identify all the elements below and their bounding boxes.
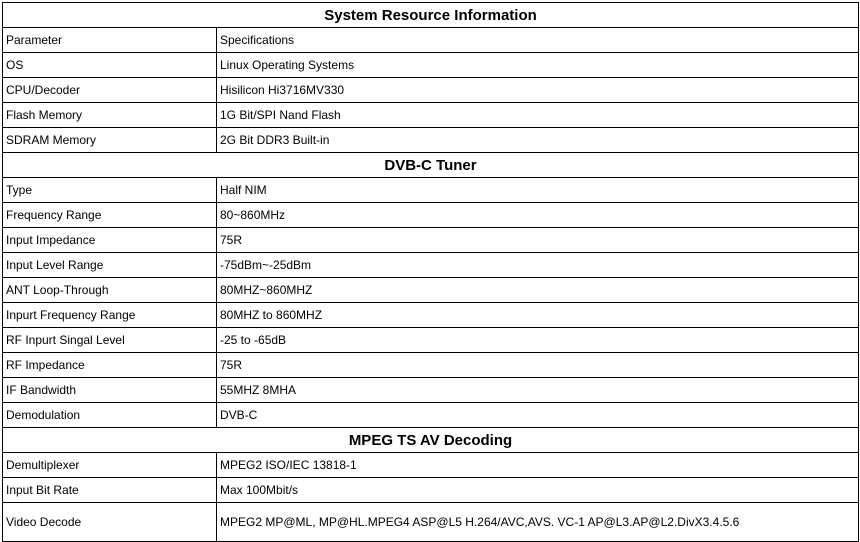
row-value: MPEG2 MP@ML, MP@HL.MPEG4 ASP@L5 H.264/AVC,AVS. VC-1 AP@L3.AP@L2.DivX3.4.5.6 bbox=[217, 503, 859, 542]
row-value: DVB-C bbox=[217, 403, 859, 428]
row-label: Input Impedance bbox=[3, 228, 217, 253]
table-row bbox=[3, 303, 859, 328]
spec-table bbox=[2, 2, 859, 542]
row-value: Specifications bbox=[217, 28, 859, 53]
row-value: MPEG2 ISO/IEC 13818-1 bbox=[217, 453, 859, 478]
table-row bbox=[3, 103, 859, 128]
section-header-row bbox=[3, 153, 859, 178]
row-value: 75R bbox=[217, 353, 859, 378]
row-label: Frequency Range bbox=[3, 203, 217, 228]
row-label: Input Bit Rate bbox=[3, 478, 217, 503]
row-label: RF Impedance bbox=[3, 353, 217, 378]
row-value: 2G Bit DDR3 Built-in bbox=[217, 128, 859, 153]
row-label: Input Level Range bbox=[3, 253, 217, 278]
table-row bbox=[3, 503, 859, 542]
table-row bbox=[3, 453, 859, 478]
table-row bbox=[3, 28, 859, 53]
row-value: Max 100Mbit/s bbox=[217, 478, 859, 503]
row-label: SDRAM Memory bbox=[3, 128, 217, 153]
table-row bbox=[3, 228, 859, 253]
row-value: Hisilicon Hi3716MV330 bbox=[217, 78, 859, 103]
row-label: Type bbox=[3, 178, 217, 203]
table-row bbox=[3, 278, 859, 303]
section-title: MPEG TS AV Decoding bbox=[3, 428, 859, 453]
table-row bbox=[3, 53, 859, 78]
row-value: -75dBm~-25dBm bbox=[217, 253, 859, 278]
table-row bbox=[3, 128, 859, 153]
row-value: 80MHZ~860MHZ bbox=[217, 278, 859, 303]
table-row bbox=[3, 328, 859, 353]
row-label: Demultiplexer bbox=[3, 453, 217, 478]
table-row bbox=[3, 203, 859, 228]
section-title: DVB-C Tuner bbox=[3, 153, 859, 178]
row-label: ANT Loop-Through bbox=[3, 278, 217, 303]
table-row bbox=[3, 403, 859, 428]
row-label: CPU/Decoder bbox=[3, 78, 217, 103]
row-value: 1G Bit/SPI Nand Flash bbox=[217, 103, 859, 128]
row-value: 75R bbox=[217, 228, 859, 253]
section-header-row bbox=[3, 428, 859, 453]
table-row bbox=[3, 253, 859, 278]
row-value: 55MHZ 8MHA bbox=[217, 378, 859, 403]
table-row bbox=[3, 78, 859, 103]
section-header-row bbox=[3, 3, 859, 28]
row-label: Demodulation bbox=[3, 403, 217, 428]
spec-table-body bbox=[3, 3, 859, 542]
row-value: -25 to -65dB bbox=[217, 328, 859, 353]
row-label: Parameter bbox=[3, 28, 217, 53]
row-value: Linux Operating Systems bbox=[217, 53, 859, 78]
row-label: Video Decode bbox=[3, 503, 217, 542]
row-label: Inpurt Frequency Range bbox=[3, 303, 217, 328]
row-value: Half NIM bbox=[217, 178, 859, 203]
table-row bbox=[3, 178, 859, 203]
row-label: Flash Memory bbox=[3, 103, 217, 128]
row-label: RF Inpurt Singal Level bbox=[3, 328, 217, 353]
table-row bbox=[3, 378, 859, 403]
row-label: IF Bandwidth bbox=[3, 378, 217, 403]
section-title: System Resource Information bbox=[3, 3, 859, 28]
table-row bbox=[3, 478, 859, 503]
table-row bbox=[3, 353, 859, 378]
row-label: OS bbox=[3, 53, 217, 78]
row-value: 80MHZ to 860MHZ bbox=[217, 303, 859, 328]
row-value: 80~860MHz bbox=[217, 203, 859, 228]
